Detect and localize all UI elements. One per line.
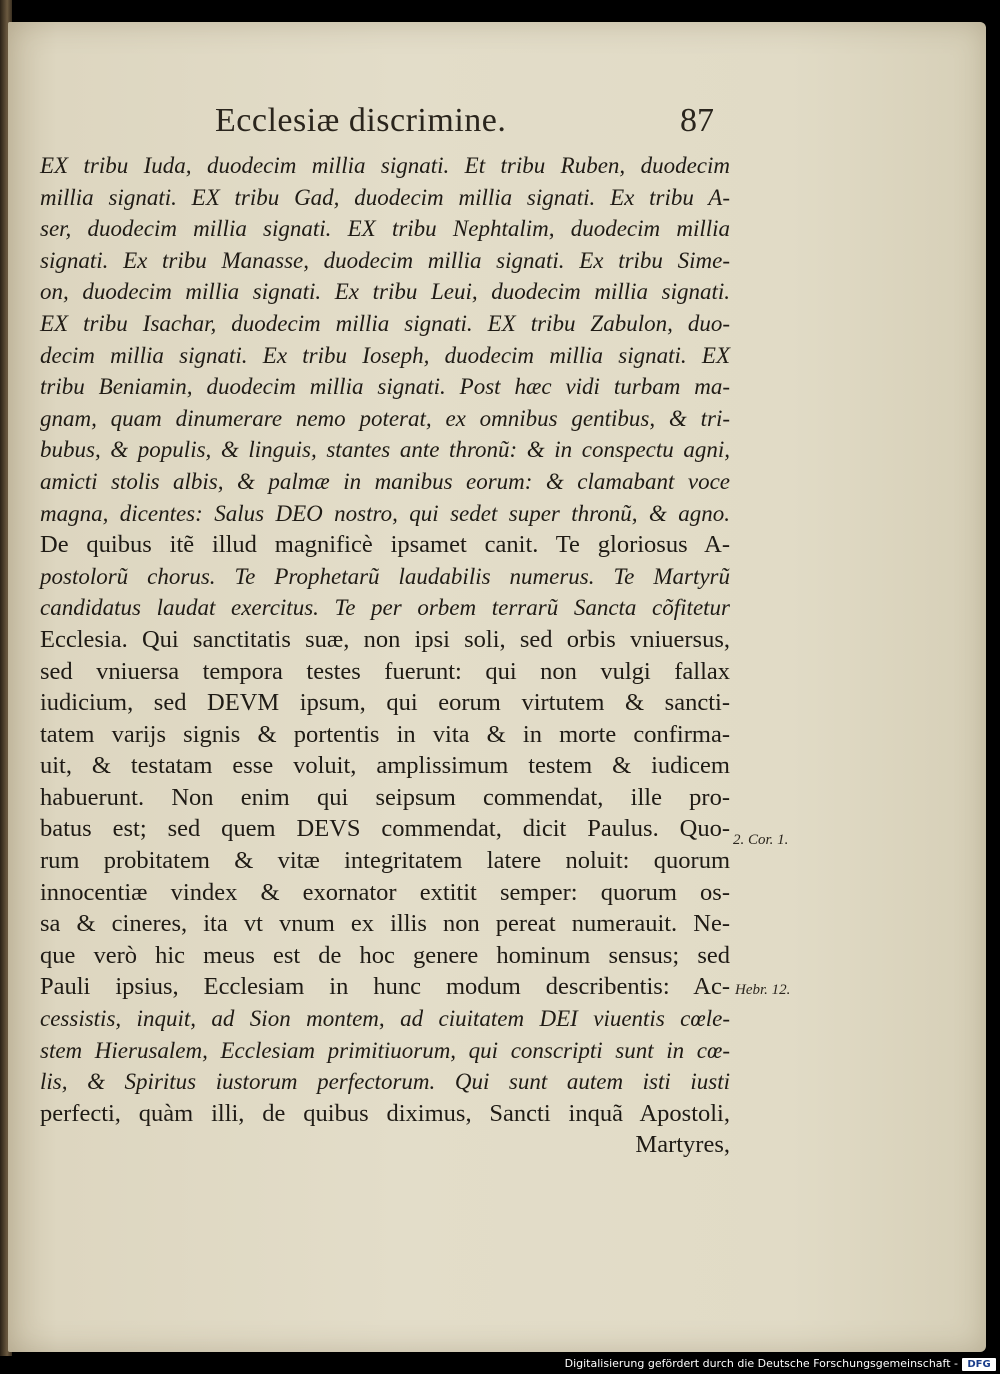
text-line: batus est; sed quem DEVS commendat, dicit Paulus. Quo- bbox=[40, 815, 730, 843]
text-line: candidatus laudat exercitus. Te per orbem terrarũ Sancta cõfitetur bbox=[40, 595, 730, 621]
text-line: signati. Ex tribu Manasse, duodecim millia signati. Ex tribu Sime- bbox=[40, 247, 730, 273]
marginal-note-hebr: Hebr. 12. bbox=[735, 982, 791, 998]
text-line: habuerunt. Non enim qui seipsum commendat, ille pro- bbox=[40, 783, 730, 811]
text-line: Ecclesia. Qui sanctitatis suæ, non ipsi soli, sed orbis vniuersus, bbox=[40, 625, 730, 653]
running-title: Ecclesiæ discrimine. bbox=[215, 102, 507, 139]
text-line: Martyres, bbox=[635, 1131, 730, 1159]
text-line: Pauli ipsius, Ecclesiam in hunc modum describentis: Ac- bbox=[40, 973, 730, 1001]
text-line: decim millia signati. Ex tribu Ioseph, duodecim millia signati. EX bbox=[40, 342, 730, 368]
body-text bbox=[40, 150, 730, 1161]
text-line: bubus, & populis, & linguis, stantes ante thronũ: & in conspectu agni, bbox=[40, 437, 730, 463]
text-line: EX tribu Iuda, duodecim millia signati. Et tribu Ruben, duodecim bbox=[40, 153, 730, 178]
dfg-logo: DFG bbox=[962, 1358, 996, 1371]
text-line: sed vniuersa tempora testes fuerunt: qui non vulgi fallax bbox=[40, 657, 730, 685]
text-line: gnam, quam dinumerare nemo poterat, ex omnibus gentibus, & tri- bbox=[40, 405, 730, 431]
text-line: tatem varijs signis & portentis in vita & in morte confirma- bbox=[40, 720, 730, 748]
text-line: millia signati. EX tribu Gad, duodecim millia signati. Ex tribu A- bbox=[40, 184, 730, 210]
text-line: cessistis, inquit, ad Sion montem, ad ciuitatem DEI viuentis cœle- bbox=[40, 1006, 730, 1032]
text-line: on, duodecim millia signati. Ex tribu Leui, duodecim millia signati. bbox=[40, 279, 730, 305]
text-line: rum probitatem & vitæ integritatem latere noluit: quorum bbox=[40, 847, 730, 875]
text-line: De quibus itẽ illud magnificè ipsamet canit. Te gloriosus A- bbox=[40, 531, 730, 559]
text-line: amicti stolis albis, & palmæ in manibus eorum: & clamabant voce bbox=[40, 468, 730, 494]
page-header bbox=[0, 100, 980, 146]
text-line: innocentiæ vindex & exornator extitit semper: quorum os- bbox=[40, 878, 730, 906]
text-line: sa & cineres, ita vt vnum ex illis non pereat numerauit. Ne- bbox=[40, 910, 730, 938]
marginal-note-cor: 2. Cor. 1. bbox=[733, 832, 789, 848]
text-line: ser, duodecim millia signati. EX tribu Nephtalim, duodecim millia bbox=[40, 216, 730, 242]
text-line: postolorũ chorus. Te Prophetarũ laudabilis numerus. Te Martyrũ bbox=[40, 563, 730, 589]
text-line: stem Hierusalem, Ecclesiam primitiuorum, qui conscripti sunt in cœ- bbox=[40, 1037, 730, 1063]
text-line: uit, & testatam esse voluit, amplissimum testem & iudicem bbox=[40, 752, 730, 780]
text-line: perfecti, quàm illi, de quibus diximus, Sancti inquã Apostoli, bbox=[40, 1099, 730, 1127]
text-line: que verò hic meus est de hoc genere hominum sensus; sed bbox=[40, 941, 730, 969]
digitization-notice: Digitalisierung gefördert durch die Deutsche Forschungsgemeinschaft - bbox=[564, 1357, 958, 1370]
text-line: EX tribu Isachar, duodecim millia signati. EX tribu Zabulon, duo- bbox=[40, 310, 730, 336]
page-number: 87 bbox=[680, 102, 714, 139]
text-line: iudicium, sed DEVM ipsum, qui eorum virtutem & sancti- bbox=[40, 689, 730, 717]
text-line: tribu Beniamin, duodecim millia signati. Post hæc vidi turbam ma- bbox=[40, 374, 730, 400]
text-line: lis, & Spiritus iustorum perfectorum. Qui sunt autem isti iusti bbox=[40, 1069, 730, 1095]
text-line: magna, dicentes: Salus DEO nostro, qui sedet super thronũ, & agno. bbox=[40, 500, 730, 526]
